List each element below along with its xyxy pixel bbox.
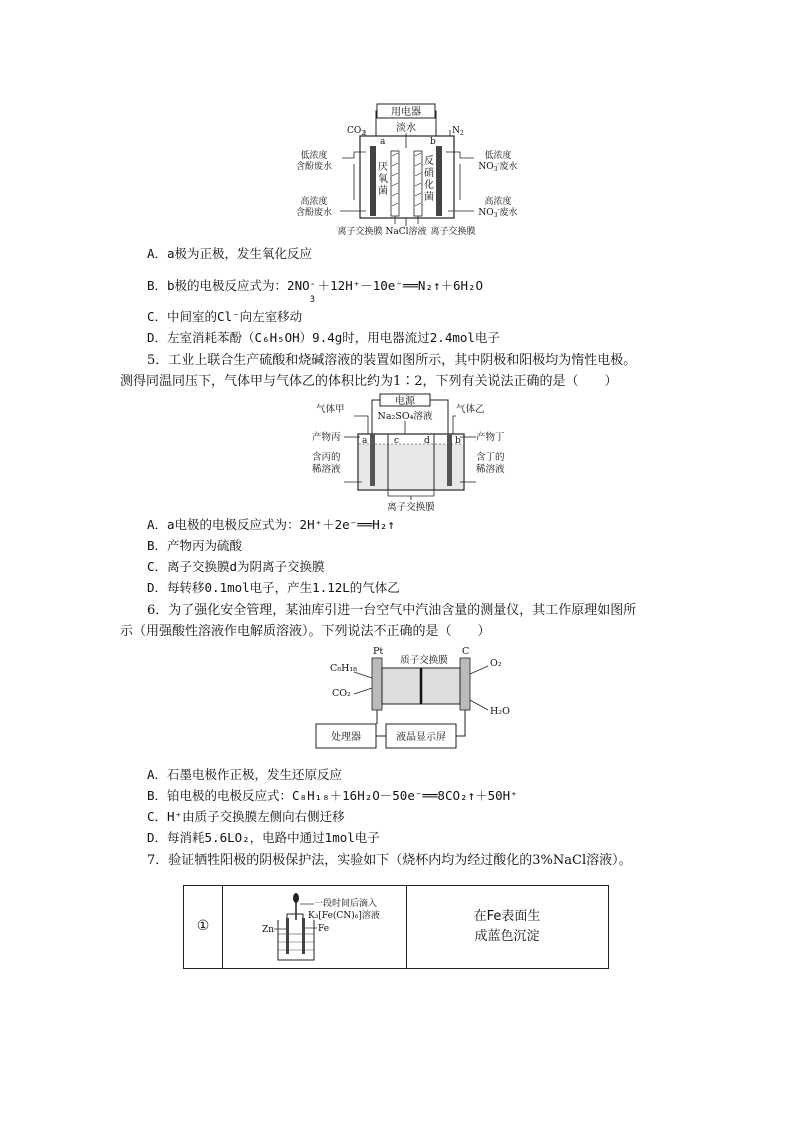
experiment-table xyxy=(183,885,609,969)
table-cell-number xyxy=(184,886,223,968)
display-label: 液晶显示屏 xyxy=(396,732,446,743)
q4-option-c: C．中间室的Cl⁻向左室移动 xyxy=(147,309,303,324)
q4-option-b-sup: - xyxy=(309,279,316,290)
product-d-label: 产物丁 xyxy=(476,432,505,443)
q5-option-c: C．离子交换膜d为阴离子交换膜 xyxy=(147,559,325,574)
membrane-c-label: c xyxy=(394,436,400,446)
q7-stem: 7．验证牺牲阳极的阴极保护法，实验如下（烧杯内均为经过酸化的3%NaCl溶液）。 xyxy=(147,853,632,868)
dropper-text-1: 一段时间后滴入 xyxy=(314,899,378,909)
c8h18-label: C₈H₁₈ xyxy=(330,663,357,674)
n2-label: $N_2$ xyxy=(452,126,464,137)
figure-electrolysis xyxy=(308,390,508,512)
product-c-label: 产物丙 xyxy=(312,432,341,443)
table-cell-result xyxy=(406,886,608,968)
electrode-b-label: b xyxy=(455,436,461,446)
membrane-label: 离子交换膜 xyxy=(387,502,435,512)
power-label: 电源 xyxy=(395,396,415,407)
high-no3-label-1: 高浓度 xyxy=(484,197,512,207)
denitrify-label-1: 反 xyxy=(424,156,434,167)
figure-fuel-cell xyxy=(290,96,530,238)
q4-option-b-pre: B．b极的电极反应式为：2NO xyxy=(147,278,310,293)
dilute-d-label-1: 含丁的 xyxy=(476,452,505,463)
row-number: ① xyxy=(196,918,210,934)
gas-b-label: 气体乙 xyxy=(456,404,485,415)
q6-option-a: A．石墨电极作正极，发生还原反应 xyxy=(147,767,343,782)
dilute-c-label-2: 稀溶液 xyxy=(312,464,341,475)
pt-label: Pt xyxy=(373,646,384,657)
q6-option-c: C．H⁺由质子交换膜左侧向右侧迁移 xyxy=(147,809,345,824)
low-no3-label-2: $NO_3^-$废水 xyxy=(478,160,518,173)
q4-option-b xyxy=(147,276,484,305)
q4-option-b-sub: 3 xyxy=(309,295,316,305)
o2-label: O₂ xyxy=(490,658,502,669)
q5-option-b: B．产物丙为硫酸 xyxy=(147,538,243,553)
q4-option-a: A．a极为正极，发生氧化反应 xyxy=(147,246,313,261)
low-phenol-label-2: 含酚废水 xyxy=(295,162,333,172)
q6-stem-1: 6．为了强化安全管理，某油库引进一台空气中汽油含量的测量仪，其工作原理如图所 xyxy=(147,603,637,618)
high-phenol-label-1: 高浓度 xyxy=(300,197,328,207)
dropper-text-2: K₃[Fe(CN)₆]溶液 xyxy=(308,911,380,921)
membrane-label: 质子交换膜 xyxy=(400,655,448,666)
result-line-1: 在Fe表面生 xyxy=(473,909,541,924)
anaerobic-label-1: 厌 xyxy=(378,162,388,173)
high-no3-label-2: $NO_3^-$废水 xyxy=(478,206,518,219)
membrane-left-label: 离子交换膜 xyxy=(337,227,383,237)
electrode-b-label: b xyxy=(430,137,436,147)
q6-option-d: D．每消耗5.6LO₂，电路中通过1mol电子 xyxy=(147,830,380,845)
result-line-2: 成蓝色沉淀 xyxy=(474,929,540,944)
nacl-label: NaCl溶液 xyxy=(385,227,427,237)
dilute-c-label-1: 含丙的 xyxy=(312,452,341,463)
denitrify-label-2: 硝 xyxy=(424,168,434,179)
c-label: C xyxy=(462,646,470,657)
denitrify-label-4: 菌 xyxy=(424,192,434,203)
q5-stem-1: 5．工业上联合生产硫酸和烧碱溶液的装置如图所示，其中阴极和阳极均为惰性电极。 xyxy=(147,353,637,368)
q4-option-b-post: ＋12H⁺－10e⁻══N₂↑＋6H₂O xyxy=(317,278,484,293)
gas-a-label: 气体甲 xyxy=(316,404,345,415)
denitrify-label-3: 化 xyxy=(424,180,434,191)
q6-stem-2: 示（用强酸性溶液作电解质溶液）。下列说法不正确的是（ ） xyxy=(120,624,491,639)
electrode-a-label: a xyxy=(362,436,368,446)
q4-option-d: D．左室消耗苯酚（C₆H₅OH）9.4g时，用电器流过2.4mol电子 xyxy=(147,330,500,345)
co2-label: CO₂ xyxy=(332,688,351,699)
device-label: 用电器 xyxy=(391,107,421,118)
beaker-diagram xyxy=(222,886,406,968)
table-cell-apparatus xyxy=(222,886,407,968)
electrode-a-label: a xyxy=(380,137,386,147)
processor-label: 处理器 xyxy=(331,732,361,743)
dilute-d-label-2: 稀溶液 xyxy=(476,464,505,475)
figure-gasoline-sensor xyxy=(310,644,520,754)
anaerobic-label-3: 菌 xyxy=(378,186,388,197)
low-no3-label-1: 低浓度 xyxy=(484,151,512,161)
anaerobic-label-2: 氧 xyxy=(378,174,388,185)
q5-stem-2: 测得同温同压下，气体甲与气体乙的体积比约为1∶2，下列有关说法正确的是（ ） xyxy=(120,374,618,389)
solution-label: Na₂SO₄溶液 xyxy=(377,411,433,422)
low-phenol-label-1: 低浓度 xyxy=(300,151,328,161)
membrane-d-label: d xyxy=(424,436,430,446)
high-phenol-label-2: 含酚废水 xyxy=(295,208,333,218)
co2-label: $CO_2$ xyxy=(346,126,366,137)
q5-option-d: D．每转移0.1mol电子，产生1.12L的气体乙 xyxy=(147,580,400,595)
membrane-right-label: 离子交换膜 xyxy=(430,227,476,237)
q6-option-b: B．铂电极的电极反应式：C₈H₁₈＋16H₂O－50e⁻══8CO₂↑＋50H⁺ xyxy=(147,788,518,803)
fe-label: Fe xyxy=(318,924,330,934)
q5-option-a: A．a电极的电极反应式为：2H⁺＋2e⁻══H₂↑ xyxy=(147,517,395,532)
fresh-water-label: 淡水 xyxy=(396,123,416,134)
zn-label: Zn xyxy=(262,925,275,935)
h2o-label: H₂O xyxy=(490,706,510,717)
